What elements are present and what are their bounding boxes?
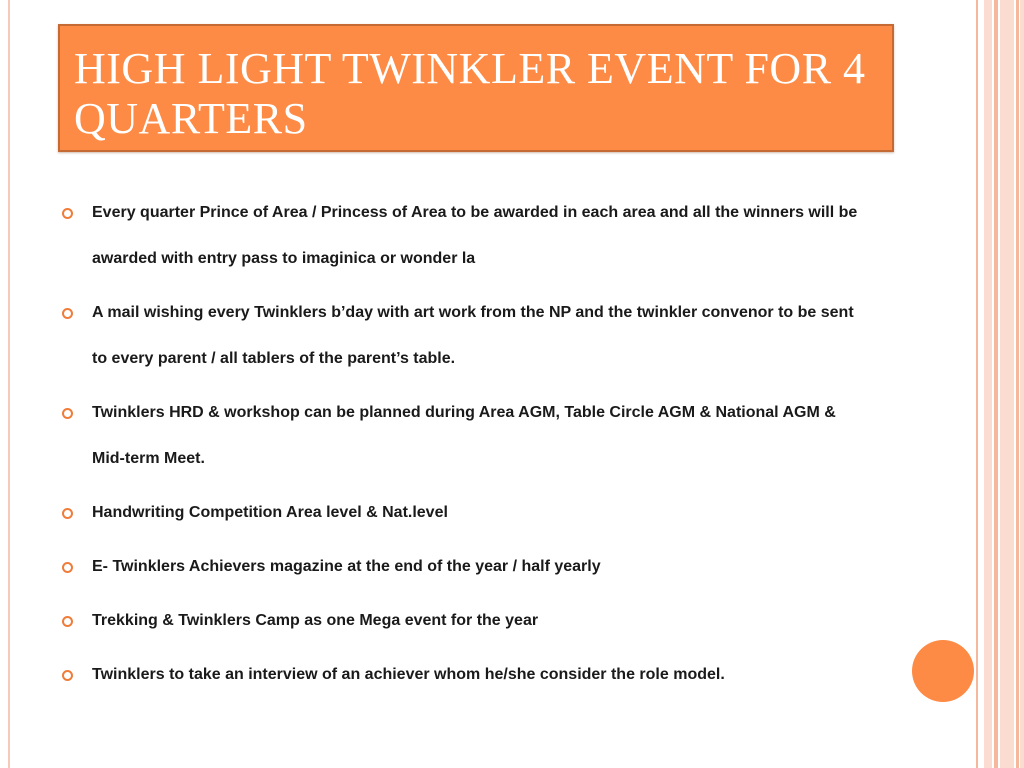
title-box: [58, 24, 894, 152]
bullet-circle-icon: [62, 408, 73, 419]
bullet-item: [60, 598, 860, 644]
bullet-item: [60, 652, 860, 698]
bullet-circle-icon: [62, 616, 73, 627]
bullet-circle-icon: [62, 208, 73, 219]
bullet-item: [60, 544, 860, 590]
right-stripe: [1020, 0, 1024, 768]
right-stripe: [976, 0, 978, 768]
bullet-text: Trekking & Twinklers Camp as one Mega event for the year: [92, 612, 539, 629]
decorative-circle: [912, 640, 974, 702]
bullet-item: [60, 290, 860, 382]
right-stripe: [1016, 0, 1019, 768]
bullet-list: [60, 190, 860, 706]
bullet-item: [60, 490, 860, 536]
bullet-text: E- Twinklers Achievers magazine at the end of the year / half yearly: [92, 558, 601, 575]
bullet-circle-icon: [62, 308, 73, 319]
right-stripe: [1000, 0, 1014, 768]
bullet-circle-icon: [62, 508, 73, 519]
left-border-line: [8, 0, 10, 768]
bullet-circle-icon: [62, 670, 73, 681]
right-stripe: [994, 0, 998, 768]
bullet-text: A mail wishing every Twinklers b’day with art work from the NP and the twinkler convenor to be sent to every parent / all tablers of the parent’s table.: [92, 304, 854, 367]
bullet-item: [60, 190, 860, 282]
bullet-circle-icon: [62, 562, 73, 573]
bullet-text: Every quarter Prince of Area / Princess of Area to be awarded in each area and all the winners will be awarded with entry pass to imaginica or wonder la: [92, 204, 858, 267]
bullet-text: Twinklers HRD & workshop can be planned during Area AGM, Table Circle AGM & National AGM & Mid-term Meet.: [92, 404, 836, 467]
bullet-text: Twinklers to take an interview of an achiever whom he/she consider the role model.: [92, 666, 725, 683]
bullet-text: Handwriting Competition Area level & Nat.level: [92, 504, 448, 521]
slide-title: HIGH LIGHT TWINKLER EVENT FOR 4 QUARTERS: [74, 44, 866, 143]
bullet-item: [60, 390, 860, 482]
right-stripe: [984, 0, 992, 768]
